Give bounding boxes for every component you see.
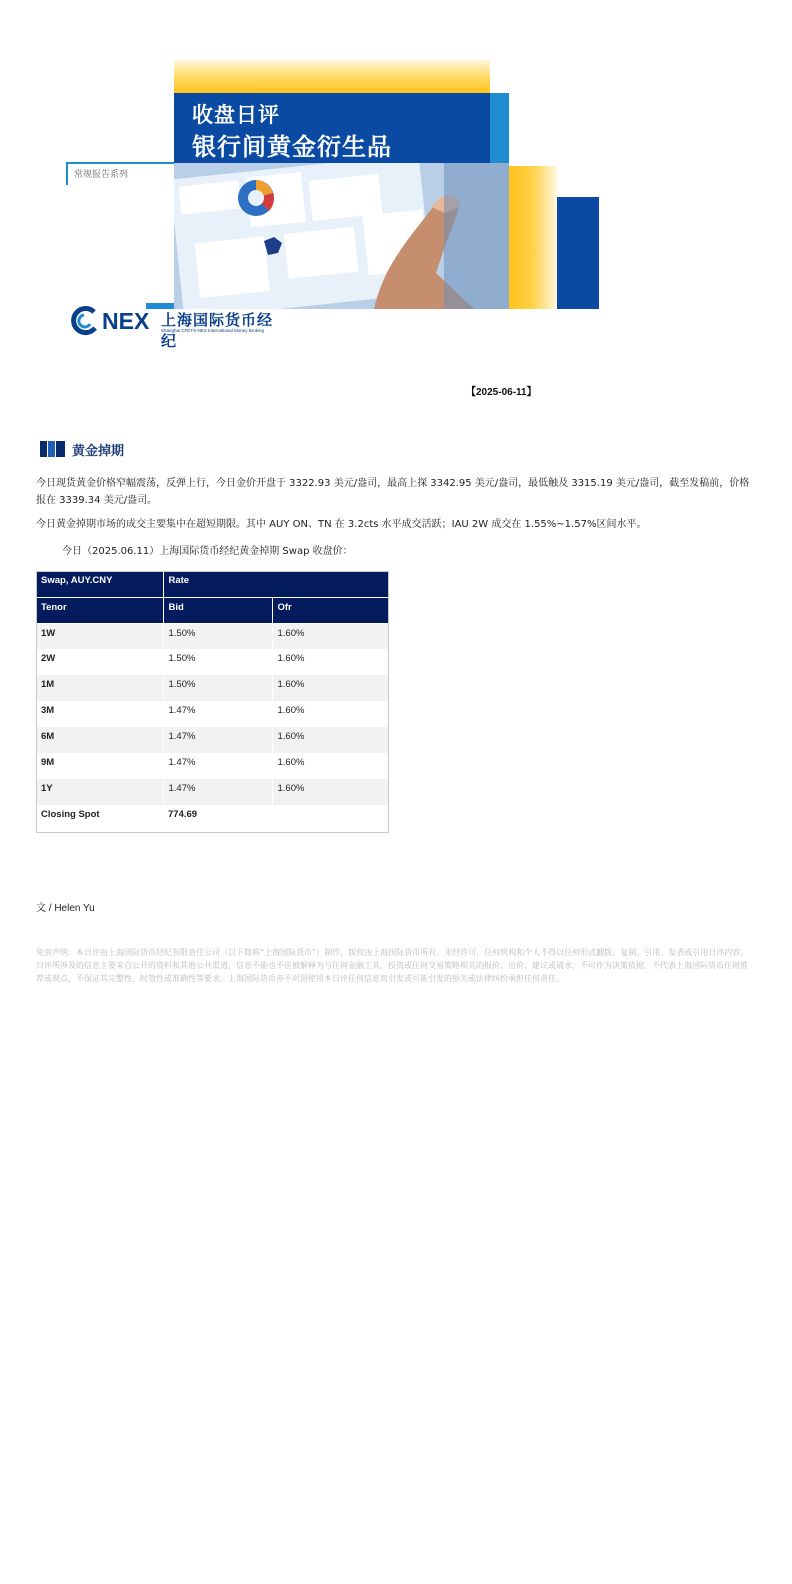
tenor-cell: 3M (36, 701, 163, 727)
logo-company-en: Shanghai CFETS-NEX International Money Broking (161, 328, 265, 333)
tenor-cell: 1W (36, 623, 163, 649)
ofr-cell: 1.60% (272, 727, 389, 753)
tenor-cell: 1M (36, 675, 163, 701)
closing-spot-empty (272, 805, 389, 831)
table-row (36, 649, 389, 675)
series-label: 常规报告系列 (74, 169, 129, 179)
logo-company-cn: 上海国际货币经纪 (161, 311, 274, 350)
table-row (36, 675, 389, 701)
tablet-photo (174, 163, 509, 309)
table-header-cell: Bid (163, 597, 272, 623)
swap-rate-table (36, 571, 390, 831)
series-divider-vertical (66, 162, 68, 185)
table-row (36, 701, 389, 727)
tenor-cell: 1Y (36, 779, 163, 805)
nex-logo-icon (70, 306, 100, 336)
table-row (36, 727, 389, 753)
closing-spot-row (36, 805, 389, 831)
ofr-cell: 1.60% (272, 779, 389, 805)
table-header-cell: Rate (163, 571, 389, 597)
banner-title-line1: 收盘日评 (192, 103, 280, 127)
bid-cell: 1.50% (163, 675, 272, 701)
bid-cell: 1.47% (163, 753, 272, 779)
author-line: 文 / Helen Yu (36, 903, 95, 914)
tenor-cell: 9M (36, 753, 163, 779)
banner-darkblue-block (557, 197, 599, 309)
company-logo (70, 306, 285, 350)
tenor-cell: 2W (36, 649, 163, 675)
section-bars-icon (40, 441, 66, 457)
report-date: 【2025-06-11】 (466, 387, 537, 398)
disclaimer-text: 免责声明：本日评由上海国际货币经纪有限责任公司（以下简称“上海国际货币”）制作，版权由上海国际货币所有。未经许可，任何机构和个人不得以任何形式翻版、复制、引用、发表或引用日评内容。日评所涉及的信息主要来自公开的资料和其他公共渠道，信息不能也不应被解释为与任何金融工具、投资或任何交易策略相关的报价、出价、建议或请求，不可作为决策依据，不代表上海国际货币任何推荐或观点，不保证其完整性、时效性或准确性等要求。上海国际货币亦不对因使用本日评任何信息而引发或可能引发的损失或法律纠纷承担任何责任。 (36, 948, 749, 983)
banner-yellow-block (509, 166, 557, 309)
logo-wordmark: NEX (102, 308, 150, 334)
ofr-cell: 1.60% (272, 675, 389, 701)
series-divider-horizontal (66, 162, 174, 164)
bid-cell: 1.50% (163, 623, 272, 649)
bid-cell: 1.47% (163, 727, 272, 753)
section-title: 黄金掉期 (72, 444, 125, 459)
table-header-cell: Tenor (36, 597, 163, 623)
bid-cell: 1.47% (163, 701, 272, 727)
closing-price-intro: 今日（2025.06.11）上海国际货币经纪黄金掉期 Swap 收盘价： (62, 546, 353, 557)
table-row (36, 779, 389, 805)
ofr-cell: 1.60% (272, 701, 389, 727)
ofr-cell: 1.60% (272, 623, 389, 649)
table-row (36, 753, 389, 779)
table-row (36, 623, 389, 649)
table-header-cell: Swap, AUY.CNY (36, 571, 163, 597)
banner-title-line2: 银行间黄金衍生品 (192, 133, 392, 161)
closing-spot-value: 774.69 (163, 805, 272, 831)
banner-yellow-bar (174, 60, 490, 93)
tenor-cell: 6M (36, 727, 163, 753)
table-header-row (36, 597, 389, 623)
closing-spot-label: Closing Spot (36, 805, 163, 831)
table-header-cell: Ofr (272, 597, 389, 623)
bid-cell: 1.50% (163, 649, 272, 675)
market-summary-paragraph: 今日现货黄金价格窄幅震荡，反弹上行，今日金价开盘于 3322.93 美元/盎司，最高上探 3342.95 美元/盎司，最低触及 3315.19 美元/盎司，截至发稿前，价格报在 3339.34 美元/盎司。 (36, 478, 750, 506)
tablet-photo-illustration (174, 163, 509, 309)
bid-cell: 1.47% (163, 779, 272, 805)
table-header-row (36, 571, 389, 597)
ofr-cell: 1.60% (272, 649, 389, 675)
trading-summary-paragraph: 今日黄金掉期市场的成交主要集中在超短期限。其中 AUY ON、TN 在 3.2cts 水平成交活跃；IAU 2W 成交在 1.55%~1.57%区间水平。 (36, 519, 647, 530)
ofr-cell: 1.60% (272, 753, 389, 779)
